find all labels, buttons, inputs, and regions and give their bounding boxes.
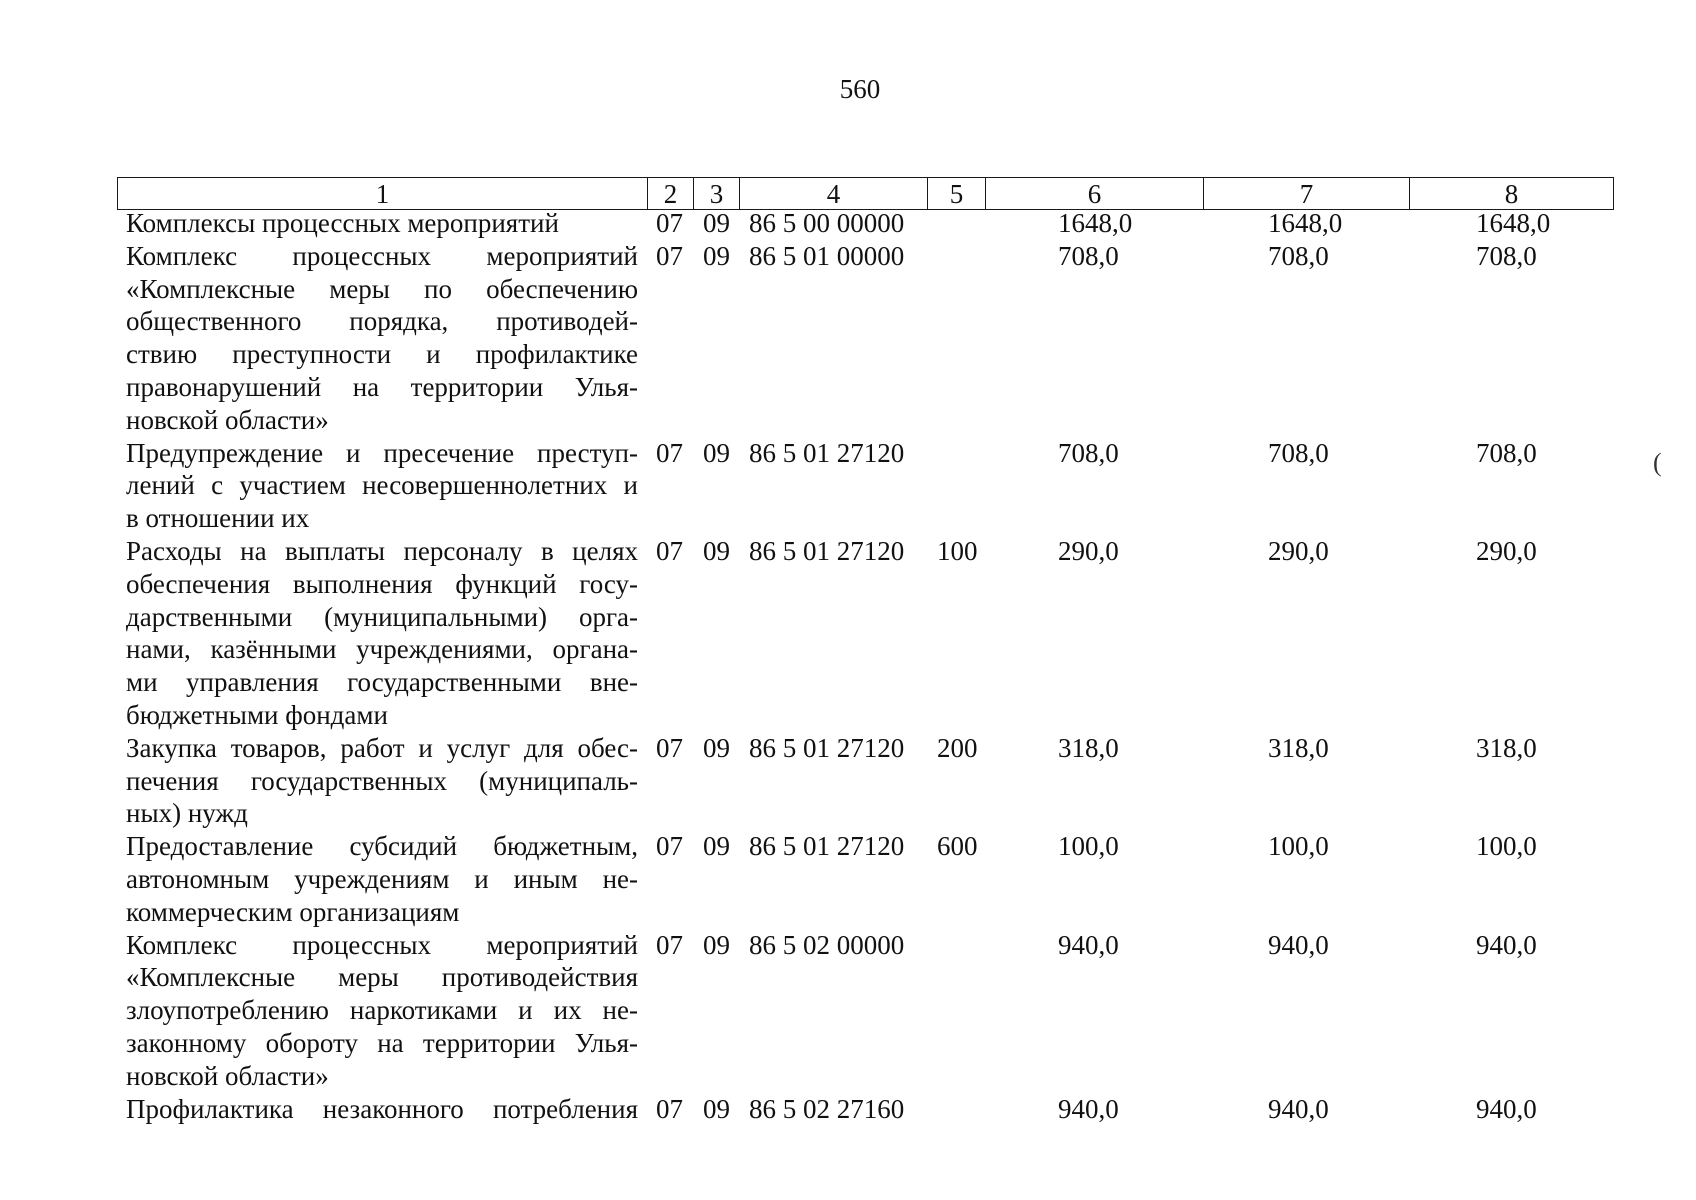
row-col-8: 940,0 [1476, 1093, 1537, 1124]
row-name-line: «Комплексные меры противодействия [126, 962, 638, 993]
header-col-7: 7 [1204, 178, 1410, 210]
row-col-7: 100,0 [1268, 831, 1329, 862]
table-row [0, 929, 1696, 1093]
row-col-2: 07 [656, 208, 683, 238]
row-name-line: коммерческим организациям [126, 896, 460, 927]
row-name-line: нами, казёнными учреждениями, органа- [126, 634, 638, 665]
row-name-line: Закупка товаров, работ и услуг для обес- [126, 732, 638, 763]
header-col-1: 1 [118, 178, 648, 210]
row-col-3: 09 [703, 831, 730, 862]
row-col-7: 708,0 [1268, 437, 1329, 468]
row-col-2: 07 [656, 929, 683, 960]
table-row [0, 207, 1696, 240]
row-col-6: 290,0 [1058, 535, 1119, 566]
row-col-7: 290,0 [1268, 535, 1329, 566]
row-col-7: 318,0 [1268, 732, 1329, 763]
row-name-line: в отношении их [126, 503, 310, 534]
header-col-4: 4 [740, 178, 928, 210]
row-name-line: новской области» [126, 404, 329, 435]
table-row [0, 240, 1696, 437]
row-name-line: злоупотреблению наркотиками и их не- [126, 995, 638, 1026]
row-name [126, 929, 638, 1093]
row-col-8: 318,0 [1476, 732, 1537, 763]
header-col-3: 3 [694, 178, 740, 210]
row-name-line: «Комплексные меры по обеспечению [126, 273, 638, 304]
row-col-3: 09 [703, 732, 730, 763]
row-name-line: общественного порядка, противодей- [126, 306, 638, 337]
row-col-2: 07 [656, 240, 683, 271]
row-name [126, 437, 638, 535]
row-col-7: 1648,0 [1268, 208, 1343, 238]
row-col-5: 200 [937, 732, 978, 763]
row-name [126, 207, 638, 240]
row-name-line: Профилактика незаконного потребления [126, 1093, 638, 1124]
row-col-7: 708,0 [1268, 240, 1329, 271]
row-name [126, 1093, 638, 1126]
row-col-4: 86 5 02 27160 [749, 1093, 905, 1124]
header-col-6: 6 [986, 178, 1204, 210]
row-col-6: 940,0 [1058, 1093, 1119, 1124]
table-row [0, 830, 1696, 928]
row-col-4: 86 5 01 00000 [749, 240, 905, 271]
row-col-3: 09 [703, 1093, 730, 1124]
row-col-3: 09 [703, 929, 730, 960]
row-col-6: 100,0 [1058, 831, 1119, 862]
row-name-line: ствию преступности и профилактике [126, 339, 638, 370]
row-name-line: Комплекс процессных мероприятий [126, 240, 638, 271]
row-col-2: 07 [656, 437, 683, 468]
row-col-6: 1648,0 [1058, 208, 1133, 238]
row-col-6: 940,0 [1058, 929, 1119, 960]
row-name-line: Предоставление субсидий бюджетным, [126, 831, 638, 862]
row-name-line: автономным учреждениям и иным не- [126, 863, 638, 894]
header-col-5: 5 [928, 178, 986, 210]
row-col-8: 940,0 [1476, 929, 1537, 960]
row-col-2: 07 [656, 1093, 683, 1124]
row-col-6: 708,0 [1058, 240, 1119, 271]
header-col-2: 2 [648, 178, 694, 210]
row-name-line: печения государственных (муниципаль- [126, 765, 638, 796]
row-col-3: 09 [703, 240, 730, 271]
row-col-7: 940,0 [1268, 929, 1329, 960]
row-col-3: 09 [703, 535, 730, 566]
row-name-line: Комплекс процессных мероприятий [126, 929, 638, 960]
page-number: 560 [839, 74, 881, 104]
row-name [126, 240, 638, 437]
row-name-line: законному обороту на территории Улья- [126, 1027, 638, 1058]
row-col-7: 940,0 [1268, 1093, 1329, 1124]
row-col-4: 86 5 01 27120 [749, 437, 905, 468]
table-row [0, 1093, 1696, 1126]
row-name-line: Комплексы процессных мероприятий [126, 208, 559, 238]
table-row [0, 437, 1696, 535]
table-body [0, 207, 1696, 1125]
margin-mark: ( [1653, 448, 1662, 477]
row-name-line: ми управления государственными вне- [126, 667, 638, 698]
row-name [126, 535, 638, 732]
row-name-line: дарственными (муниципальными) орга- [126, 601, 638, 632]
row-col-2: 07 [656, 831, 683, 862]
row-col-8: 1648,0 [1476, 208, 1551, 238]
row-name-line: Предупреждение и пресечение преступ- [126, 437, 638, 468]
row-name-line: ных) нужд [126, 798, 248, 829]
row-col-8: 290,0 [1476, 535, 1537, 566]
row-col-8: 100,0 [1476, 831, 1537, 862]
row-col-6: 708,0 [1058, 437, 1119, 468]
row-name-line: лений с участием несовершеннолетних и [126, 470, 638, 501]
table-row [0, 732, 1696, 830]
row-col-6: 318,0 [1058, 732, 1119, 763]
header-col-8: 8 [1410, 178, 1614, 210]
row-name-line: правонарушений на территории Улья- [126, 371, 638, 402]
row-col-4: 86 5 02 00000 [749, 929, 905, 960]
row-col-8: 708,0 [1476, 437, 1537, 468]
row-col-3: 09 [703, 208, 730, 238]
row-col-2: 07 [656, 535, 683, 566]
header-row [118, 178, 1614, 210]
table-header [117, 177, 1614, 210]
row-name [126, 732, 638, 830]
row-col-3: 09 [703, 437, 730, 468]
row-col-4: 86 5 01 27120 [749, 535, 905, 566]
row-col-5: 100 [937, 535, 978, 566]
row-name-line: Расходы на выплаты персоналу в целях [126, 535, 638, 566]
row-col-4: 86 5 00 00000 [749, 208, 905, 238]
row-col-4: 86 5 01 27120 [749, 831, 905, 862]
row-col-4: 86 5 01 27120 [749, 732, 905, 763]
row-name-line: бюджетными фондами [126, 699, 388, 730]
row-col-5: 600 [937, 831, 978, 862]
row-name-line: новской области» [126, 1060, 329, 1091]
table-row [0, 535, 1696, 732]
row-col-2: 07 [656, 732, 683, 763]
row-col-8: 708,0 [1476, 240, 1537, 271]
row-name-line: обеспечения выполнения функций госу- [126, 568, 638, 599]
row-name [126, 830, 638, 928]
